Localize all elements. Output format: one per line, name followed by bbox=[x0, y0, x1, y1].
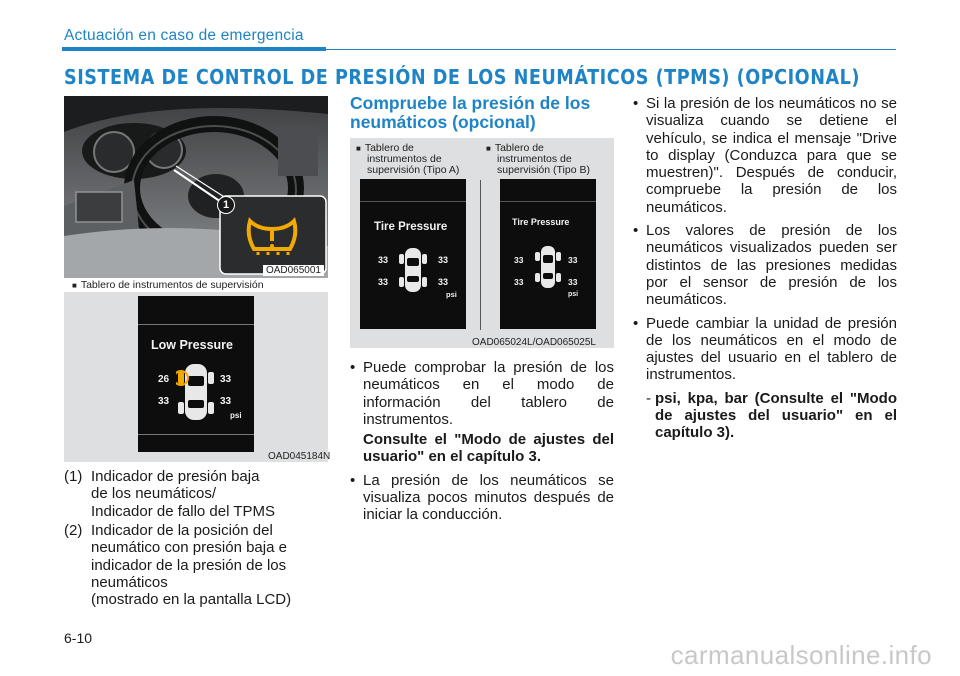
screen-divider bbox=[500, 179, 596, 202]
tire-fl-value: 33 bbox=[514, 255, 524, 265]
page-number: 6-10 bbox=[64, 630, 93, 646]
tire-rl-value: 33 bbox=[158, 396, 170, 407]
tire-fl-value: 33 bbox=[378, 255, 389, 265]
car-top-icon bbox=[398, 245, 428, 295]
tire-rr-value: 33 bbox=[438, 277, 449, 287]
cluster-figure-code: OAD065024L/OAD065025L bbox=[472, 337, 596, 348]
watermark: carmanualsonline.info bbox=[670, 640, 932, 670]
dashboard-photo bbox=[64, 96, 328, 278]
header-rule-thick bbox=[62, 47, 326, 51]
photo-caption-text: Tablero de instrumentos de supervisión bbox=[80, 279, 264, 291]
legend-line: Indicador de presión baja bbox=[91, 468, 260, 485]
legend-item-2 bbox=[64, 522, 328, 608]
subsection-heading-line: neumáticos (opcional) bbox=[350, 112, 536, 132]
tire-fr-value: 33 bbox=[438, 255, 449, 265]
section-title: Actuación en caso de emergencia bbox=[64, 27, 304, 44]
legend-line: indicador de la presión de los bbox=[91, 556, 287, 574]
page-title: SISTEMA DE CONTROL DE PRESIÓN DE LOS NEUMÁTICOS (TPMS) (OPCIONAL) bbox=[64, 65, 860, 89]
screen-title: Low Pressure bbox=[151, 338, 233, 352]
tire-fl-value: 26 bbox=[158, 374, 170, 385]
subsection-heading-line: Compruebe la presión de los bbox=[350, 93, 591, 113]
screen-divider bbox=[360, 179, 466, 202]
middle-bullet-list bbox=[350, 359, 614, 530]
bullet-item: • La presión de los neumáticos se visualiza pocos minutos después de iniciar la conducción. bbox=[350, 472, 614, 524]
legend-line: de los neumáticos/ bbox=[91, 485, 217, 503]
tire-pressure-screen-b bbox=[500, 179, 596, 329]
tire-rr-value: 33 bbox=[568, 277, 578, 287]
header-rule-thin bbox=[326, 49, 896, 51]
dashboard-illustration bbox=[64, 96, 328, 278]
low-pressure-screen bbox=[138, 296, 254, 452]
caption-square-icon: ■ bbox=[486, 144, 491, 153]
photo-code: OAD065001 bbox=[263, 265, 324, 276]
legend-line: Indicador de fallo del TPMS bbox=[91, 502, 275, 520]
car-top-icon bbox=[534, 243, 562, 291]
right-bullet-list bbox=[633, 95, 897, 442]
tire-rr-value: 33 bbox=[220, 396, 232, 407]
callout-badge-1: 1 bbox=[217, 196, 235, 214]
pressure-unit: psi bbox=[446, 290, 457, 299]
photo-caption bbox=[72, 279, 264, 291]
screen-divider bbox=[138, 324, 254, 325]
bullet-note: Consulte el "Modo de ajustes del usuario" en el capítulo 3. bbox=[363, 431, 614, 466]
bullet-item: • Puede comprobar la presión de los neumáticos en el modo de información del tablero de instrumentos. bbox=[350, 359, 614, 428]
bullet-item: • Si la presión de los neumáticos no se visualiza cuando se detiene el vehículo, se indica el mensaje "Drive to display (Conduzca para que se muestren)". Después de conducir, compruebe la presión de los neumáticos. bbox=[633, 95, 897, 216]
legend-item-1 bbox=[64, 468, 328, 520]
screen-title: Tire Pressure bbox=[512, 217, 570, 227]
tire-fr-value: 33 bbox=[568, 255, 578, 265]
cluster-divider bbox=[480, 180, 481, 330]
caption-square-icon: ■ bbox=[356, 144, 361, 153]
tire-pressure-screen-a bbox=[360, 179, 466, 329]
tire-rl-value: 33 bbox=[378, 277, 389, 287]
cluster-caption-a: ■ Tablero de instrumentos de supervisión (Tipo A) bbox=[356, 142, 460, 176]
lcd-figure-code: OAD045184N bbox=[268, 451, 331, 462]
bullet-item: • Los valores de presión de los neumáticos visualizados pueden ser distintos de las presiones medidas por el sensor de presión de los neumáticos. bbox=[633, 222, 897, 308]
legend-line: neumáticos bbox=[91, 573, 168, 591]
car-top-icon bbox=[176, 360, 216, 424]
bullet-item: • Puede cambiar la unidad de presión de los neumáticos en el modo de ajustes del usuario en el tablero de instrumentos. bbox=[633, 315, 897, 384]
caption-square-icon: ■ bbox=[72, 281, 77, 290]
dash-item: - psi, kpa, bar (Consulte el "Modo de ajustes del usuario" en el capítulo 3). bbox=[633, 390, 897, 442]
tire-rl-value: 33 bbox=[514, 277, 524, 287]
legend-line: neumático con presión baja e bbox=[91, 539, 287, 557]
pressure-unit: psi bbox=[568, 291, 579, 298]
screen-divider bbox=[138, 434, 254, 435]
legend-number: (2) bbox=[64, 522, 83, 539]
legend-number: (1) bbox=[64, 468, 83, 485]
screen-title: Tire Pressure bbox=[374, 221, 448, 233]
legend-line: (mostrado en la pantalla LCD) bbox=[91, 591, 292, 609]
tire-fr-value: 33 bbox=[220, 374, 232, 385]
subsection-heading bbox=[350, 94, 614, 132]
legend-line: Indicador de la posición del bbox=[91, 522, 273, 539]
cluster-caption-b: ■ Tablero de instrumentos de supervisión (Tipo B) bbox=[486, 142, 590, 176]
pressure-unit: psi bbox=[230, 411, 242, 420]
